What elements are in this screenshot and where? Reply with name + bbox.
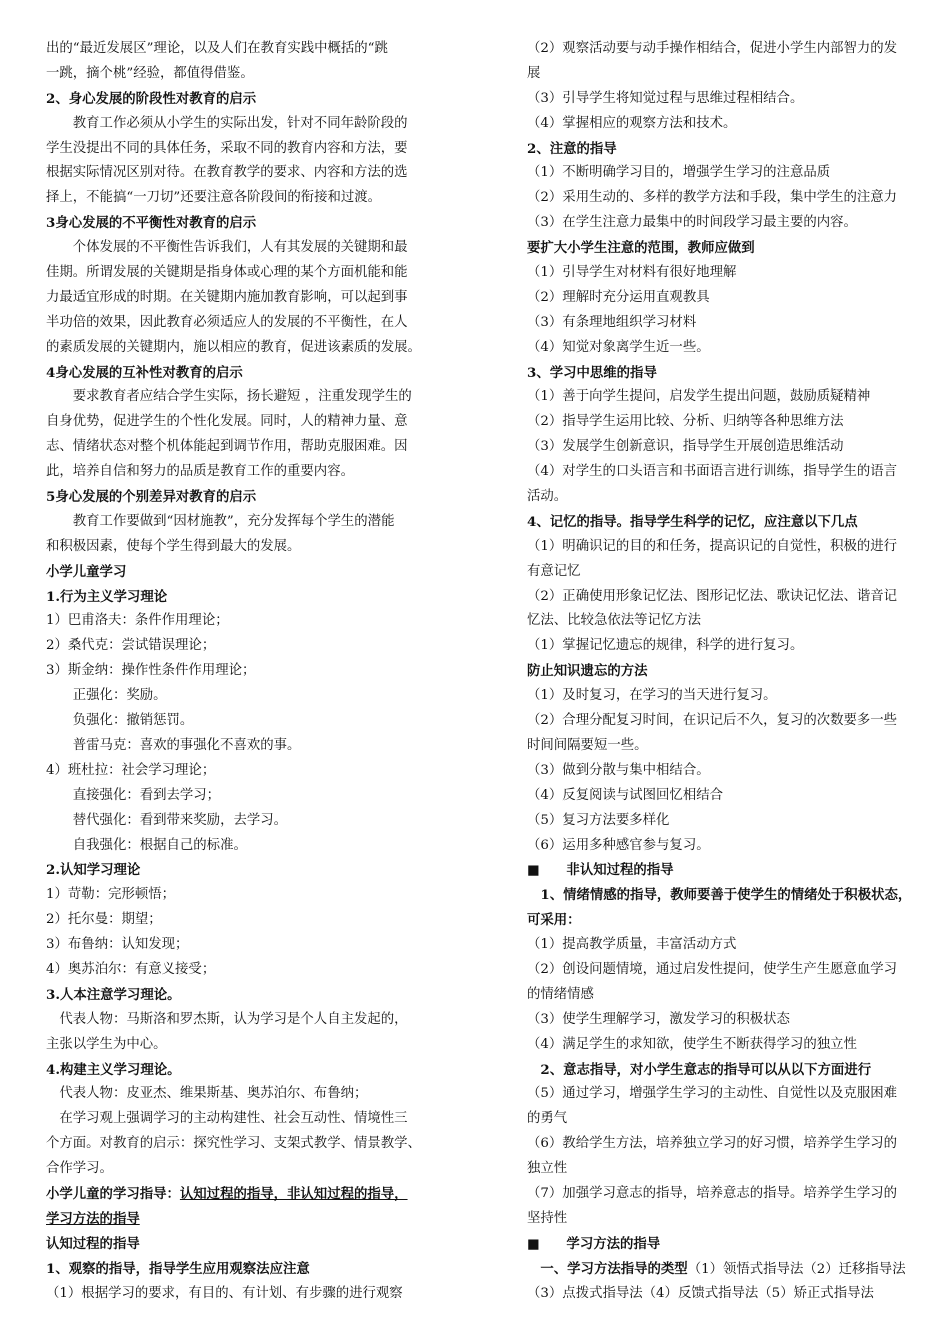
right-line-text: （6）教给学生方法，培养独立学习的好习惯，培养学生学习的 <box>527 1136 898 1152</box>
right-line-text: 有意记忆 <box>527 563 581 579</box>
right-line-text: 4、记忆的指导。指导学生科学的记忆，应注意以下几点 <box>527 513 858 530</box>
left-line-text: （1）根据学习的要求，有目的、有计划、有步骤的进行观察 <box>46 1285 403 1301</box>
right-line-text: （4）知觉对象离学生近一些。 <box>527 339 710 355</box>
right-text-line <box>527 410 925 435</box>
left-text-line <box>46 560 446 585</box>
right-text-line <box>527 37 925 62</box>
left-line-text: 力最适宜形成的时期。在关键期内施加教育影响，可以起到事 <box>46 289 408 305</box>
right-line-text: 2、意志指导，对小学生意志的指导可以从以下方面进行 <box>527 1061 872 1078</box>
left-text-line <box>46 784 446 809</box>
right-line-text: （3）有条理地组织学习材料 <box>527 314 697 330</box>
right-text-line <box>527 1033 925 1058</box>
right-text-line <box>527 161 925 186</box>
left-text-line <box>46 1232 446 1257</box>
right-line-text: （6）运用多种感官参与复习。 <box>527 837 710 853</box>
left-text-line <box>46 261 446 286</box>
left-text-line <box>46 858 446 883</box>
left-line-text: 1.行为主义学习理论 <box>46 588 168 605</box>
right-line-text: （1）掌握记忆遗忘的规律，科学的进行复习。 <box>527 638 804 654</box>
right-line-text: 防止知识遗忘的方法 <box>527 663 648 680</box>
left-line-text: 1）苛勒：完形顿悟； <box>46 887 176 903</box>
left-line-text: 认知过程的指导 <box>46 1235 140 1252</box>
right-text-line <box>527 186 925 211</box>
right-text-line <box>527 585 925 610</box>
right-text-line <box>527 510 925 535</box>
left-text-line <box>46 87 446 112</box>
right-text-line <box>527 1107 925 1132</box>
left-line-text: 的素质发展的关键期内，施以相应的教育，促进该素质的发展。 <box>46 339 421 355</box>
right-line-text: 要扩大小学生注意的范围，教师应做到 <box>527 240 755 257</box>
left-text-line <box>46 759 446 784</box>
right-line-text: （1）善于向学生提问，启发学生提出问题，鼓励质疑精神 <box>527 389 871 405</box>
right-line-text: （2）正确使用形象记忆法、图形记忆法、歌诀记忆法、谐音记 <box>527 588 898 604</box>
right-text-line <box>527 137 925 162</box>
left-line-text: 主张以学生为中心。 <box>46 1036 167 1052</box>
left-line-text: 个体发展的不平衡性告诉我们，人有其发展的关键期和最 <box>46 240 408 256</box>
left-line-text: 正强化：奖励。 <box>46 688 167 704</box>
left-text-line <box>46 585 446 610</box>
left-text-line <box>46 336 446 361</box>
right-text-line <box>527 609 925 634</box>
right-line-text: （7）加强学习意志的指导，培养意志的指导。培养学生学习的 <box>527 1185 898 1201</box>
left-text-line <box>46 734 446 759</box>
left-line-text: 个方面。对教育的启示：探究性学习、支架式教学、情景教学、 <box>46 1136 421 1152</box>
right-text-line <box>527 261 925 286</box>
left-text-line <box>46 62 446 87</box>
left-line-text: 自我强化：根据自己的标准。 <box>46 837 247 853</box>
right-text-line <box>527 236 925 261</box>
left-text-line <box>46 37 446 62</box>
left-line-text: 4）奥苏泊尔：有意义接受； <box>46 961 216 977</box>
left-text-line <box>46 286 446 311</box>
left-text-line <box>46 983 446 1008</box>
left-line-text: 教育工作必须从小学生的实际出发，针对不同年龄阶段的 <box>46 115 408 131</box>
left-line-text: 教育工作要做到“因材施教”，充分发挥每个学生的潜能 <box>46 513 395 529</box>
right-line-text: （3）做到分散与集中相结合。 <box>527 762 710 778</box>
left-text-line <box>46 361 446 386</box>
left-line-text: 要求教育者应结合学生实际，扬长避短 ，注重发现学生的 <box>46 389 412 405</box>
right-line-text: 的情绪情感 <box>527 986 594 1002</box>
left-text-line <box>46 1157 446 1182</box>
left-text-line <box>46 1182 446 1207</box>
right-line-text: 一、学习方法指导的类型 <box>527 1260 688 1277</box>
left-text-line <box>46 1257 446 1282</box>
right-text-line <box>527 286 925 311</box>
left-line-text: 普雷马克：喜欢的事强化不喜欢的事。 <box>46 737 301 753</box>
left-text-line <box>46 1058 446 1083</box>
left-text-line <box>46 1008 446 1033</box>
right-text-line <box>527 460 925 485</box>
left-text-line <box>46 1033 446 1058</box>
right-line-text: （4）满足学生的求知欲，使学生不断获得学习的独立性 <box>527 1036 857 1052</box>
left-text-line <box>46 137 446 162</box>
left-line-text: 小学儿童学习 <box>46 563 127 580</box>
left-line-text: 1、观察的指导，指导学生应用观察法应注意 <box>46 1260 310 1277</box>
left-text-line <box>46 211 446 236</box>
left-line-text: 2）桑代克：尝试错误理论； <box>46 638 216 654</box>
right-text-line <box>527 535 925 560</box>
left-text-line <box>46 883 446 908</box>
left-line-text: 在学习观上强调学习的主动构建性、社会互动性、情境性三 <box>46 1111 408 1127</box>
left-line-text: 负强化：撤销惩罚。 <box>46 713 194 729</box>
right-line-text: （1）及时复习，在学习的当天进行复习。 <box>527 688 777 704</box>
right-line-text: 的勇气 <box>527 1111 568 1127</box>
left-text-line <box>46 186 446 211</box>
right-text-line <box>527 883 925 908</box>
left-text-line <box>46 659 446 684</box>
right-text-line <box>527 734 925 759</box>
right-line-text: （3）发展学生创新意识，指导学生开展创造思维活动 <box>527 439 844 455</box>
right-line-text: 展 <box>527 65 541 81</box>
right-line-text: （5）复习方法要多样化 <box>527 812 670 828</box>
left-line-text: 直接强化：看到去学习； <box>46 787 221 803</box>
left-line-text: 2）托尔曼：期望； <box>46 912 162 928</box>
right-line-text: 1、情绪情感的指导，教师要善于使学生的情绪处于积极状态， <box>527 887 912 904</box>
left-text-line <box>46 908 446 933</box>
right-line-text: 可采用： <box>527 912 581 929</box>
left-text-line <box>46 634 446 659</box>
right-line-text: （2）采用生动的、多样的教学方法和手段，集中学生的注意力 <box>527 190 898 206</box>
left-text-line <box>46 535 446 560</box>
right-text-line <box>527 834 925 859</box>
right-text-line <box>527 485 925 510</box>
left-line-text: 3.人本注意学习理论。 <box>46 986 181 1003</box>
left-text-line <box>46 684 446 709</box>
left-text-line <box>46 435 446 460</box>
left-text-line <box>46 1132 446 1157</box>
right-line-text: （1）提高教学质量，丰富活动方式 <box>527 937 737 953</box>
left-line-text: 一跳，摘个桃”经验，都值得借鉴。 <box>46 65 254 81</box>
left-line-text: 佳期。所谓发展的关键期是指身体或心理的某个方面机能和能 <box>46 265 408 281</box>
right-line-text: 活动。 <box>527 489 568 505</box>
left-line-text: 3身心发展的不平衡性对教育的启示 <box>46 215 257 232</box>
right-text-line <box>527 211 925 236</box>
left-line-text: 代表人物：皮亚杰、维果斯基、奥苏泊尔、布鲁纳； <box>46 1086 368 1102</box>
right-line-text: （3）使学生理解学习，激发学习的积极状态 <box>527 1011 790 1027</box>
left-line-text: 1）巴甫洛夫：条件作用理论； <box>46 613 229 629</box>
right-text-line <box>527 933 925 958</box>
right-text-line <box>527 908 925 933</box>
left-text-line <box>46 236 446 261</box>
right-line-text: （2）指导学生运用比较、分析、归纳等各种思维方法 <box>527 414 844 430</box>
left-line-text: 4）班杜拉：社会学习理论； <box>46 762 216 778</box>
right-text-line <box>527 1257 925 1282</box>
right-line-text: （5）通过学习，增强学生学习的主动性、自觉性以及克服困难 <box>527 1086 898 1102</box>
right-line-text: （1）明确识记的目的和任务，提高识记的自觉性，积极的进行 <box>527 538 898 554</box>
right-line-text: 坚持性 <box>527 1210 568 1226</box>
left-line-text: 5身心发展的个别差异对教育的启示 <box>46 489 257 506</box>
right-text-line <box>527 112 925 137</box>
right-text-line <box>527 1082 925 1107</box>
right-line-text: （2）观察活动要与动手操作相结合，促进小学生内部智力的发 <box>527 41 898 56</box>
right-text-line <box>527 1058 925 1083</box>
right-text-line <box>527 1008 925 1033</box>
right-text-line <box>527 1157 925 1182</box>
right-line-text: （2）合理分配复习时间，在识记后不久，复习的次数要多一些 <box>527 713 898 729</box>
right-line-text: （3）引导学生将知觉过程与思维过程相结合。 <box>527 90 804 106</box>
right-text-line <box>527 784 925 809</box>
right-text-line <box>527 435 925 460</box>
right-line-text: （4）掌握相应的观察方法和技术。 <box>527 115 737 131</box>
left-text-line <box>46 809 446 834</box>
right-text-line <box>527 1132 925 1157</box>
left-text-line <box>46 933 446 958</box>
left-text-line <box>46 112 446 137</box>
left-line-text: 2.认知学习理论 <box>46 862 141 879</box>
left-text-line <box>46 161 446 186</box>
right-line-text: （1）不断明确学习目的，增强学生学习的注意品质 <box>527 165 831 181</box>
right-text-line <box>527 709 925 734</box>
left-line-text: 3）布鲁纳：认知发现； <box>46 937 189 953</box>
right-line-continuation: （1）领悟式指导法（2）迁移指导法 <box>687 1261 906 1277</box>
right-text-line <box>527 311 925 336</box>
right-line-text: （2）理解时充分运用直观教具 <box>527 289 710 305</box>
right-text-line <box>527 958 925 983</box>
left-line-text: 出的“最近发展区”理论，以及人们在教育实践中概括的“跳 <box>46 41 388 56</box>
left-text-line <box>46 1207 446 1232</box>
left-column <box>46 37 446 1306</box>
right-text-line <box>527 1232 925 1257</box>
right-line-text: （1）引导学生对材料有很好地理解 <box>527 265 737 281</box>
left-text-line <box>46 1082 446 1107</box>
right-text-line <box>527 560 925 585</box>
left-text-line <box>46 460 446 485</box>
left-text-line <box>46 485 446 510</box>
right-line-text: ■ 非认知过程的指导 <box>527 862 674 879</box>
right-text-line <box>527 759 925 784</box>
left-text-line <box>46 1282 446 1307</box>
left-line-text: 合作学习。 <box>46 1161 113 1177</box>
right-line-text: 2、注意的指导 <box>527 140 617 157</box>
left-line-text: 和积极因素，使每个学生得到最大的发展。 <box>46 538 301 554</box>
right-text-line <box>527 1207 925 1232</box>
right-line-text: （2）创设问题情境，通过启发性提问，使学生产生愿意血学习 <box>527 961 898 977</box>
right-line-text: （3）在学生注意力最集中的时间段学习最主要的内容。 <box>527 215 857 231</box>
left-line-text: 根据实际情况区别对待。在教育教学的要求、内容和方法的选 <box>46 165 408 181</box>
left-line-continuation: 认知过程的指导，非认知过程的指导， <box>179 1185 408 1202</box>
right-line-text: 独立性 <box>527 1161 568 1177</box>
right-line-text: 忆法、比较急依法等记忆方法 <box>527 613 702 629</box>
right-line-text: （3）点拨式指导法（4）反馈式指导法（5）矫正式指导法 <box>527 1285 874 1301</box>
right-text-line <box>527 1282 925 1307</box>
left-line-text: 代表人物：马斯洛和罗杰斯，认为学习是个人自主发起的， <box>46 1011 408 1027</box>
right-text-line <box>527 858 925 883</box>
left-line-text: 小学儿童的学习指导： <box>46 1185 180 1202</box>
left-line-text: 2、身心发展的阶段性对教育的启示 <box>46 90 257 107</box>
right-text-line <box>527 684 925 709</box>
right-text-line <box>527 336 925 361</box>
right-line-text: （4）反复阅读与试图回忆相结合 <box>527 787 723 803</box>
right-text-line <box>527 809 925 834</box>
right-column <box>527 37 925 1306</box>
left-line-text: 替代强化：看到带来奖励，去学习。 <box>46 812 288 828</box>
right-text-line <box>527 361 925 386</box>
left-text-line <box>46 958 446 983</box>
left-text-line <box>46 834 446 859</box>
right-line-text: 时间间隔要短一些。 <box>527 737 648 753</box>
left-text-line <box>46 1107 446 1132</box>
left-line-text: 择上，不能搞“一刀切”还要注意各阶段间的衔接和过渡。 <box>46 190 382 206</box>
right-text-line <box>527 634 925 659</box>
right-text-line <box>527 87 925 112</box>
right-line-text: ■ 学习方法的指导 <box>527 1235 661 1252</box>
left-text-line <box>46 385 446 410</box>
right-text-line <box>527 983 925 1008</box>
right-text-line <box>527 1182 925 1207</box>
left-text-line <box>46 709 446 734</box>
right-text-line <box>527 62 925 87</box>
left-line-text: 学习方法的指导 <box>46 1210 140 1227</box>
left-text-line <box>46 609 446 634</box>
left-text-line <box>46 410 446 435</box>
right-line-text: （4）对学生的口头语言和书面语言进行训练，指导学生的语言 <box>527 464 898 480</box>
left-line-text: 4.构建主义学习理论。 <box>46 1061 181 1078</box>
right-text-line <box>527 659 925 684</box>
left-text-line <box>46 311 446 336</box>
left-line-text: 志、情绪状态对整个机体能起到调节作用，帮助克服困难。因 <box>46 439 408 455</box>
left-line-text: 此，培养自信和努力的品质是教育工作的重要内容。 <box>46 464 354 480</box>
right-line-text: 3、学习中思维的指导 <box>527 364 657 381</box>
left-line-text: 半功倍的效果，因此教育必须适应人的发展的不平衡性，在人 <box>46 314 408 330</box>
left-line-text: 3）斯金纳：操作性条件作用理论； <box>46 663 256 679</box>
left-line-text: 学生没提出不同的具体任务，采取不同的教育内容和方法，要 <box>46 140 408 156</box>
left-line-text: 4身心发展的互补性对教育的启示 <box>46 364 243 381</box>
left-text-line <box>46 510 446 535</box>
right-text-line <box>527 385 925 410</box>
left-line-text: 自身优势，促进学生的个性化发展。同时，人的精神力量、意 <box>46 414 408 430</box>
